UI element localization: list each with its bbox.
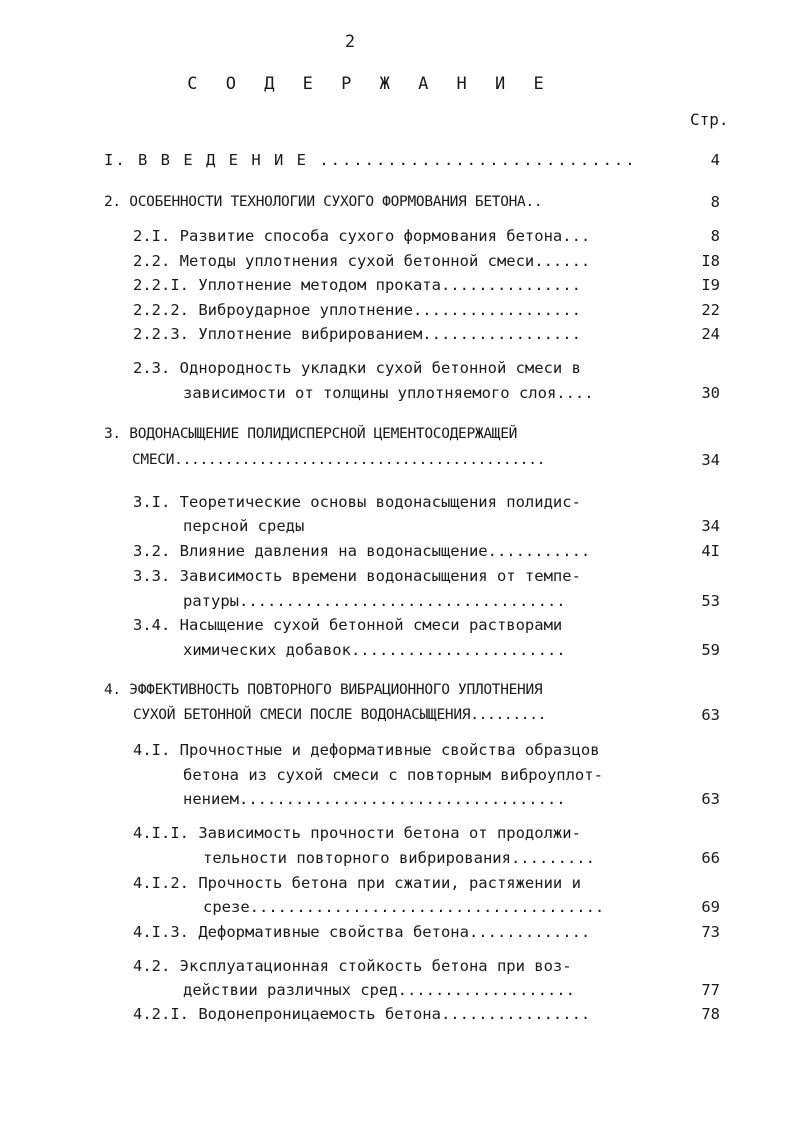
toc-page-2-1: 8 (710, 227, 720, 245)
toc-entry-chapter-2: 2. ОСОБЕННОСТИ ТЕХНОЛОГИИ СУХОГО ФОРМОВАНИЯ БЕТОНА.. (104, 194, 543, 210)
toc-entry-3-4-cont: химических добавок....................... (183, 641, 566, 659)
toc-entry-2-1: 2.I. Развитие способа сухого формования бетона... (133, 227, 591, 245)
toc-page-introduction: 4 (710, 151, 720, 169)
toc-entry-4-1-cont1: бетона из сухой смеси с повторным виброуплот- (183, 766, 603, 784)
page-number: 2 (344, 32, 356, 52)
toc-page-3-2: 4I (701, 542, 720, 560)
toc-entry-chapter-3: 3. ВОДОНАСЫЩЕНИЕ ПОЛИДИСПЕРСНОЙ ЦЕМЕНТОСОДЕРЖАЩЕЙ (104, 426, 518, 442)
toc-entry-chapter-3-cont: СМЕСИ............................................ (132, 452, 546, 468)
page-column-header: Стр. (690, 110, 729, 129)
toc-entry-3-1: 3.I. Теоретические основы водонасыщения полидис- (133, 493, 581, 511)
toc-page-2-2-1: I9 (701, 276, 720, 294)
toc-entry-2-2: 2.2. Методы уплотнения сухой бетонной смеси...... (133, 252, 591, 270)
toc-entry-4-1: 4.I. Прочностные и деформативные свойства образцов (133, 741, 600, 759)
toc-entry-4-1-1-cont: тельности повторного вибрирования......... (203, 849, 595, 867)
toc-page-2-2: I8 (701, 252, 720, 270)
toc-page-4-1-3: 73 (701, 923, 720, 941)
toc-entry-4-1-1: 4.I.I. Зависимость прочности бетона от продолжи- (133, 824, 581, 842)
toc-page-2-2-3: 24 (701, 325, 720, 343)
toc-entry-3-2: 3.2. Влияние давления на водонасыщение........... (133, 542, 591, 560)
toc-entry-4-1-cont2: нением................................... (183, 790, 566, 808)
toc-entry-2-2-3: 2.2.3. Уплотнение вибрированием................. (133, 325, 581, 343)
toc-page-3-1: 34 (701, 517, 720, 535)
toc-page-2-2-2: 22 (701, 301, 720, 319)
toc-page-chapter-3: 34 (701, 451, 720, 469)
toc-entry-2-2-2: 2.2.2. Виброударное уплотнение.................. (133, 301, 581, 319)
toc-page-chapter-4: 63 (701, 706, 720, 724)
toc-entry-chapter-4-cont: СУХОЙ БЕТОННОЙ СМЕСИ ПОСЛЕ ВОДОНАСЫЩЕНИЯ......... (133, 707, 547, 723)
toc-entry-introduction: I. В В Е Д Е Н И Е ............................ (104, 151, 637, 169)
toc-page-3-3: 53 (701, 592, 720, 610)
toc-page-4-1: 63 (701, 790, 720, 808)
toc-entry-4-2-cont: действии различных сред................... (183, 981, 575, 999)
toc-page-3-4: 59 (701, 641, 720, 659)
toc-entry-3-3: 3.3. Зависимость времени водонасыщения от темпе- (133, 567, 581, 585)
toc-page-4-1-2: 69 (701, 898, 720, 916)
toc-entry-4-2-1: 4.2.I. Водонепроницаемость бетона................ (133, 1005, 591, 1023)
toc-entry-2-3-cont: зависимости от толщины уплотняемого слоя.... (183, 384, 594, 402)
toc-entry-3-1-cont: персной среды (183, 517, 305, 535)
toc-title: С О Д Е Р Ж А Н И Е (187, 74, 553, 94)
toc-entry-4-1-2: 4.I.2. Прочность бетона при сжатии, растяжении и (133, 874, 581, 892)
toc-page-chapter-2: 8 (710, 193, 720, 211)
toc-page-4-2: 77 (701, 981, 720, 999)
toc-page-4-2-1: 78 (701, 1005, 720, 1023)
toc-entry-3-4: 3.4. Насыщение сухой бетонной смеси растворами (133, 616, 563, 634)
toc-entry-3-3-cont: ратуры................................... (183, 592, 566, 610)
toc-entry-2-3: 2.3. Однородность укладки сухой бетонной смеси в (133, 359, 581, 377)
toc-entry-4-2: 4.2. Эксплуатационная стойкость бетона при воз- (133, 957, 572, 975)
toc-entry-chapter-4: 4. ЭФФЕКТИВНОСТЬ ПОВТОРНОГО ВИБРАЦИОННОГО УПЛОТНЕНИЯ (104, 682, 543, 698)
toc-entry-4-1-3: 4.I.3. Деформативные свойства бетона............. (133, 923, 591, 941)
toc-page-4-1-1: 66 (701, 849, 720, 867)
toc-entry-2-2-1: 2.2.I. Уплотнение методом проката............... (133, 276, 581, 294)
toc-page-2-3: 30 (701, 384, 720, 402)
toc-entry-4-1-2-cont: срезе...................................... (203, 898, 605, 916)
